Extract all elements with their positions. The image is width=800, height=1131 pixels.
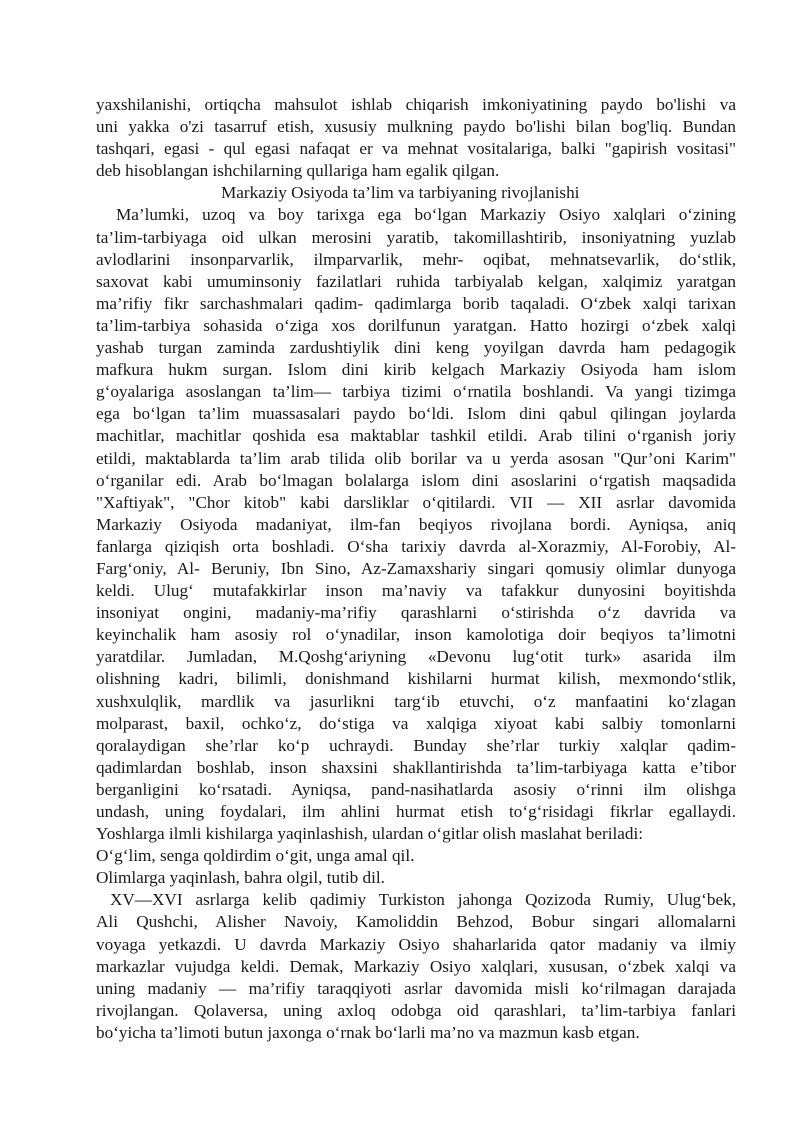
- text-line: qoralaydigan she’rlar ko‘p uchraydi. Bunday she’rlar turkiy xalqlar qadim-: [96, 735, 736, 755]
- text-line: o‘rganilar edi. Arab bo‘lmagan bolalarga islom dini asoslarini o‘rgatish maqsadida: [96, 470, 736, 490]
- text-line: xushxulqlik, mardlik va jasurlikni targ‘ib etuvchi, o‘z manfaatini ko‘zlagan: [96, 691, 736, 711]
- text-line: ega bo‘lgan ta’lim muassasalari paydo bo‘ldi. Islom dini qabul qilingan joylarda: [96, 404, 736, 424]
- text-line: mafkura hukm surgan. Islom dini kirib kelgach Markaziy Osiyoda ham islom: [96, 360, 736, 380]
- text-line: voyaga yetkazdi. U davrda Markaziy Osiyo shaharlarida qator madaniy va ilmiy: [96, 934, 736, 954]
- body-paragraph: [96, 204, 736, 845]
- text-line: insoniyat ongini, madaniy-ma’rifiy qarashlarni o‘stirishda o‘z davrida va: [96, 603, 736, 623]
- text-line: deb hisoblangan ishchilarning qullariga ham egalik qilgan.: [96, 161, 500, 181]
- text-line: etildi, maktablarda ta’lim arab tilida olib borilar va u yerda asosan "Qur’oni Karim": [96, 448, 736, 468]
- text-line: yashab turgan zaminda zardushtiylik dini keng yoyilgan davrda ham pedagogik: [96, 338, 736, 358]
- text-line: machitlar, machitlar qoshida esa maktablar tashkil etildi. Arab tilini o‘rganish joriy: [96, 426, 736, 446]
- text-line: ta’lim-tarbiyaga oid ulkan merosini yaratib, takomillashtirib, insoniyatning yuzlab: [96, 227, 736, 247]
- text-line: tashqari, egasi - qul egasi nafaqat er va mehnat vositalariga, balki "gapirish vositasi": [96, 139, 736, 159]
- quote-line: O‘g‘lim, senga qoldirdim o‘git, unga amal qil.: [96, 846, 415, 866]
- intro-paragraph: [96, 94, 736, 182]
- text-line: bo‘yicha ta’limoti butun jaxonga o‘rnak bo‘larli ma’no va mazmun kasb etgan.: [96, 1022, 640, 1042]
- text-line: Ma’lumki, uzoq va boy tarixga ega bo‘lgan Markaziy Osiyo xalqlari o‘zining: [116, 205, 736, 225]
- text-line: fanlarga qiziqish orta boshladi. O‘sha tarixiy davrda al-Xorazmiy, Al-Forobiy, Al-: [96, 536, 736, 556]
- text-line: Yoshlarga ilmli kishilarga yaqinlashish, ulardan o‘gitlar olish maslahat beriladi:: [96, 824, 644, 844]
- text-line: avlodlarini insonparvarlik, ilmparvarlik, mehr- oqibat, mehnatsevarlik, do‘stlik,: [96, 249, 736, 269]
- text-line: ta’lim-tarbiya sohasida o‘ziga xos dorilfunun yaratgan. Hatto hozirgi o‘zbek xalqi: [96, 315, 736, 335]
- text-line: rivojlangan. Qolaversa, uning axloq odobga oid qarashlari, ta’lim-tarbiya fanlari: [96, 1000, 736, 1020]
- text-line: keldi. Ulug‘ mutafakkirlar inson ma’naviy va tafakkur dunyosini boyitishda: [96, 581, 736, 601]
- text-line: uni yakka o'zi tasarruf etish, xususiy mulkning paydo bo'lishi bilan bog'liq. Bundan: [96, 117, 736, 137]
- text-line: qadimlardan boshlab, inson shaxsini shakllantirishda ta’lim-tarbiyaga katta e’tibor: [96, 757, 736, 777]
- closing-paragraph: [96, 889, 736, 1044]
- text-line: ma’rifiy fikr sarchashmalari qadim- qadimlarga borib taqaladi. O‘zbek xalqi tarixan: [96, 293, 736, 313]
- text-line: g‘oyalariga asoslangan ta’lim— tarbiya tizimi o‘rnatila boshlandi. Va yangi tizimga: [96, 382, 736, 402]
- text-line: yaratdilar. Jumladan, M.Qoshg‘ariyning «Devonu lug‘otit turk» asarida ilm: [96, 647, 736, 667]
- text-line: saxovat kabi umuminsoniy fazilatlari ruhida tarbiyalab kelgan, xalqimiz yaratgan: [96, 271, 736, 291]
- text-line: Markaziy Osiyoda madaniyat, ilm-fan beqiyos rivojlana bordi. Ayniqsa, aniq: [96, 514, 736, 534]
- text-line: Farg‘oniy, Al- Beruniy, Ibn Sino, Az-Zamaxshariy singari qomusiy olimlar dunyoga: [96, 558, 736, 578]
- quote-line: Olimlarga yaqinlash, bahra olgil, tutib dil.: [96, 868, 385, 888]
- text-line: undash, uning foydalari, ilm ahlini hurmat etish to‘g‘risidagi fikrlar egallaydi.: [96, 802, 736, 821]
- text-line: "Xaftiyak", "Chor kitob" kabi darsliklar o‘qitilardi. VII — XII asrlar davomida: [96, 492, 736, 512]
- text-line: XV—XVI asrlarga kelib qadimiy Turkiston jahonga Qozizoda Rumiy, Ulug‘bek,: [110, 890, 736, 910]
- section-heading: Markaziy Osiyoda ta’lim va tarbiyaning rivojlanishi: [221, 183, 580, 203]
- text-line: yaxshilanishi, ortiqcha mahsulot ishlab chiqarish imkoniyatining paydo bo'lishi va: [96, 95, 736, 114]
- verse-quote: [96, 845, 736, 889]
- text-line: olishning kadri, bilimli, donishmand kishilarni hurmat kilish, mexmondo‘stlik,: [96, 669, 736, 689]
- text-line: keyinchalik ham asosiy rol o‘ynadilar, inson kamolotiga doir beqiyos ta’limotni: [96, 625, 736, 645]
- text-line: uning madaniy — ma’rifiy taraqqiyoti asrlar davomida misli ko‘rilmagan darajada: [96, 978, 736, 998]
- text-line: molparast, baxil, ochko‘z, do‘stiga va xalqiga xiyoat kabi salbiy tomonlarni: [96, 713, 736, 733]
- text-line: markazlar vujudga keldi. Demak, Markaziy Osiyo xalqlari, xususan, o‘zbek xalqi va: [96, 956, 736, 976]
- text-line: berganligini ko‘rsatadi. Ayniqsa, pand-nasihatlarda asosiy o‘rinni ilm olishga: [96, 779, 736, 799]
- document-page: [96, 94, 736, 1044]
- text-line: Ali Qushchi, Alisher Navoiy, Kamoliddin Behzod, Bobur singari allomalarni: [96, 912, 736, 932]
